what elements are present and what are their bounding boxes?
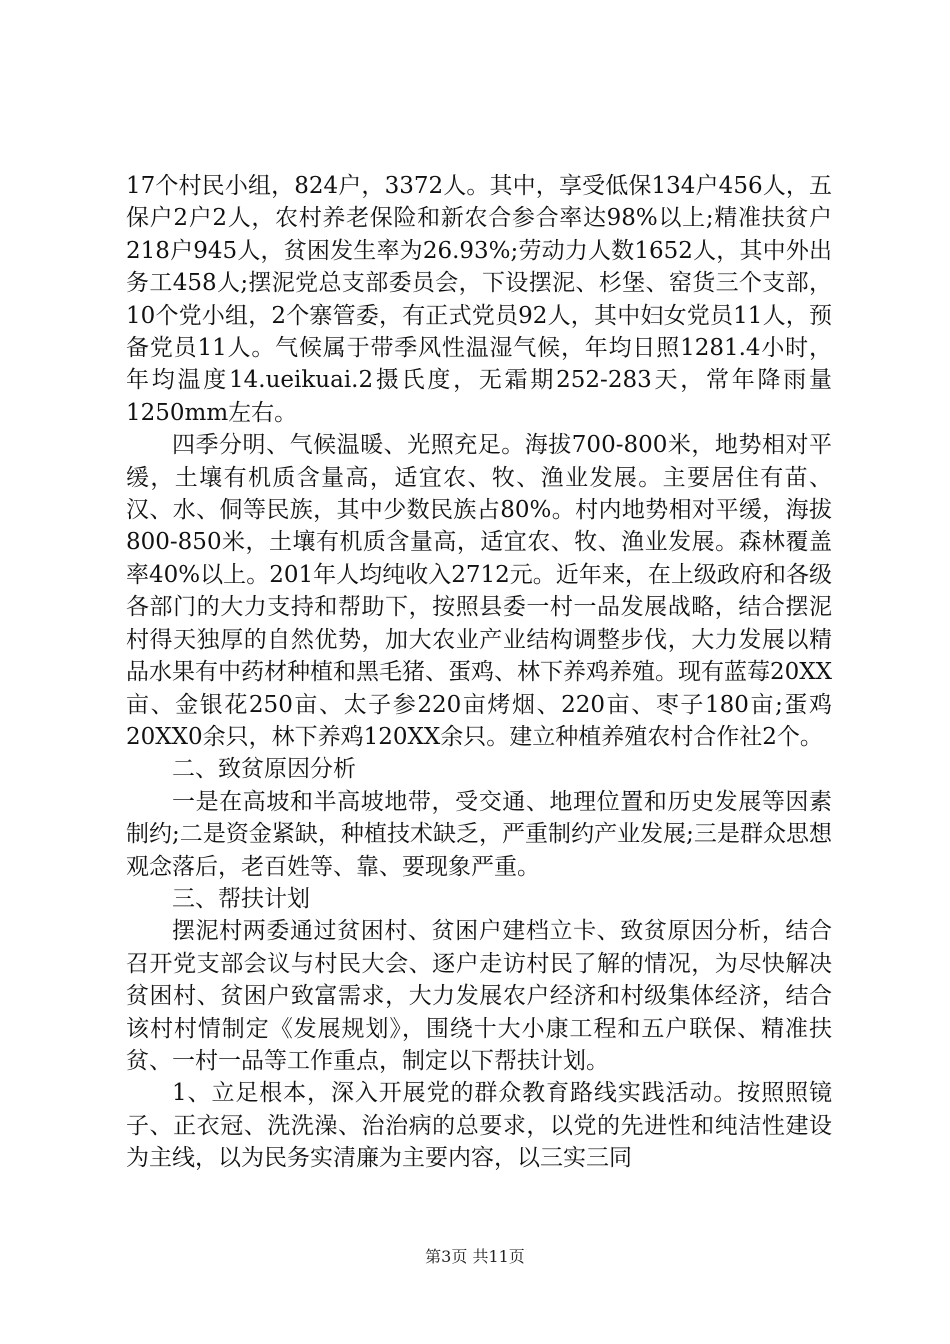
section-heading-plan: 三、帮扶计划 [172, 885, 310, 912]
paragraph-3: 一是在高坡和半高坡地带，受交通、地理位置和历史发展等因素制约;二是资金紧缺，种植技术缺乏，严重制约产业发展;三是群众思想观念落后，老百姓等、靠、要现象严重。 [126, 788, 832, 880]
document-body [126, 170, 832, 1175]
paragraph-5: 1、立足根本，深入开展党的群众教育路线实践活动。按照照镜子、正衣冠、洗洗澡、治治病的总要求，以党的先进性和纯洁性建设为主线，以为民务实清廉为主要内容，以三实三同 [126, 1080, 832, 1172]
paragraph-4: 摆泥村两委通过贫困村、贫困户建档立卡、致贫原因分析，结合召开党支部会议与村民大会、逐户走访村民了解的情况，为尽快解决贫困村、贫困户致富需求，大力发展农户经济和村级集体经济，结合该村村情制定《发展规划》，围绕十大小康工程和五户联保、精准扶贫、一村一品等工作重点，制定以下帮扶计划。 [126, 918, 832, 1074]
page-number-footer: 第3页 共11页 [425, 1247, 525, 1266]
section-heading-causes: 二、致贫原因分析 [172, 756, 356, 783]
paragraph-2: 四季分明、气候温暖、光照充足。海拔700-800米，地势相对平缓，土壤有机质含量高，适宜农、牧、渔业发展。主要居住有苗、汉、水、侗等民族，其中少数民族占80%。村内地势相对平缓，海拔800-850米，土壤有机质含量高，适宜农、牧、渔业发展。森林覆盖率40%以上。201年人均纯收入2712元。近年来，在上级政府和各级各部门的大力支持和帮助下，按照县委一村一品发展战略，结合摆泥村得天独厚的自然优势，加大农业产业结构调整步伐，大力发展以精品水果有中药材种植和黑毛猪、蛋鸡、林下养鸡养殖。现有蓝莓20XX亩、金银花250亩、太子参220亩烤烟、220亩、枣子180亩;蛋鸡20XX0余只，林下养鸡120XX余只。建立种植养殖农村合作社2个。 [126, 432, 833, 750]
paragraph-1: 17个村民小组，824户，3372人。其中，享受低保134户456人，五保户2户2人，农村养老保险和新农合参合率达98%以上;精准扶贫户218户945人，贫困发生率为26.93%;劳动力人数1652人，其中外出务工458人;摆泥党总支部委员会，下设摆泥、杉堡、窑货三个支部，10个党小组，2个寨管委，有正式党员92人，其中妇女党员11人，预备党员11人。气候属于带季风性温湿气候，年均日照1281.4小时，年均温度14.ueikuai.2摄氏度，无霜期252-283天，常年降雨量1250mm左右。 [126, 173, 832, 426]
